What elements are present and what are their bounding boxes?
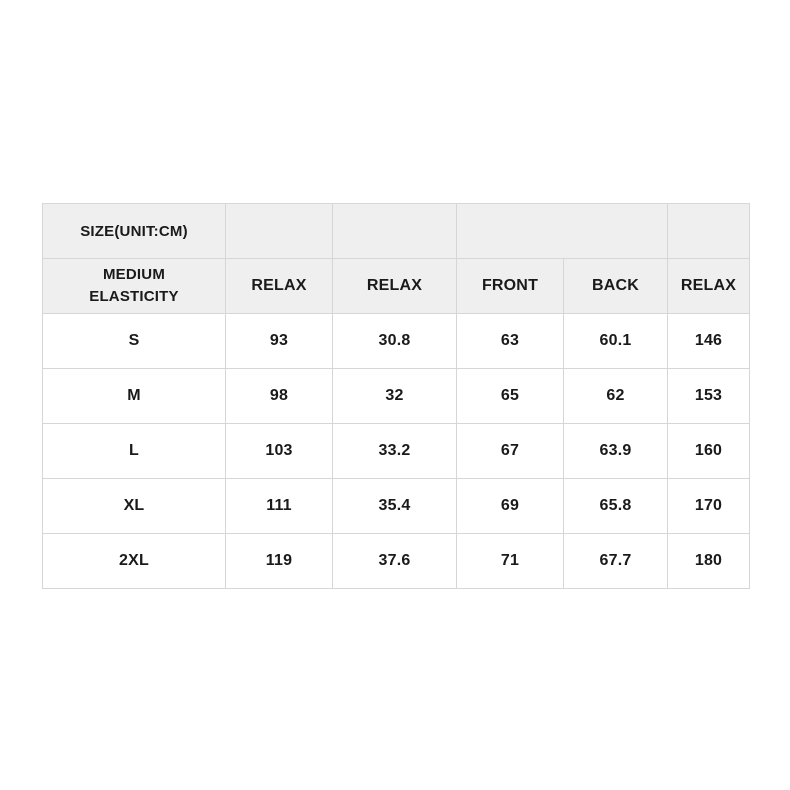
size-chart-table	[42, 203, 750, 589]
value-cell: 119	[226, 534, 333, 589]
value-cell: 67.7	[564, 534, 668, 589]
value-cell: 65	[457, 369, 564, 424]
elasticity-cell	[43, 259, 226, 314]
size-unit-cell	[43, 204, 226, 259]
value-cell: 160	[668, 424, 750, 479]
size-unit-label: SIZE(UNIT:CM)	[80, 222, 188, 240]
header-blank-cell	[333, 204, 457, 259]
value-cell: 32	[333, 369, 457, 424]
header-blank-cell	[226, 204, 333, 259]
value-cell: 93	[226, 314, 333, 369]
value-cell: 63	[457, 314, 564, 369]
value-cell: 62	[564, 369, 668, 424]
value-cell: 35.4	[333, 479, 457, 534]
value-cell: 63.9	[564, 424, 668, 479]
header-row-columns	[43, 259, 750, 314]
value-cell: 37.6	[333, 534, 457, 589]
header-blank-cell	[668, 204, 750, 259]
value-cell: 60.1	[564, 314, 668, 369]
table-row	[43, 479, 750, 534]
table-row	[43, 424, 750, 479]
size-cell: L	[43, 424, 226, 479]
table-row	[43, 314, 750, 369]
column-header: BACK	[564, 259, 668, 314]
value-cell: 33.2	[333, 424, 457, 479]
value-cell: 180	[668, 534, 750, 589]
column-header: RELAX	[668, 259, 750, 314]
size-cell: S	[43, 314, 226, 369]
value-cell: 111	[226, 479, 333, 534]
value-cell: 98	[226, 369, 333, 424]
value-cell: 153	[668, 369, 750, 424]
table-row	[43, 534, 750, 589]
size-cell: M	[43, 369, 226, 424]
value-cell: 103	[226, 424, 333, 479]
column-header: FRONT	[457, 259, 564, 314]
table-row	[43, 369, 750, 424]
value-cell: 65.8	[564, 479, 668, 534]
size-cell: XL	[43, 479, 226, 534]
value-cell: 67	[457, 424, 564, 479]
header-row-top	[43, 204, 750, 259]
size-cell: 2XL	[43, 534, 226, 589]
value-cell: 170	[668, 479, 750, 534]
value-cell: 71	[457, 534, 564, 589]
value-cell: 30.8	[333, 314, 457, 369]
header-blank-cell	[457, 204, 668, 259]
elasticity-label-line2: ELASTICITY	[89, 288, 179, 305]
value-cell: 69	[457, 479, 564, 534]
elasticity-label-line1: MEDIUM	[102, 266, 166, 283]
column-header: RELAX	[226, 259, 333, 314]
value-cell: 146	[668, 314, 750, 369]
column-header: RELAX	[333, 259, 457, 314]
